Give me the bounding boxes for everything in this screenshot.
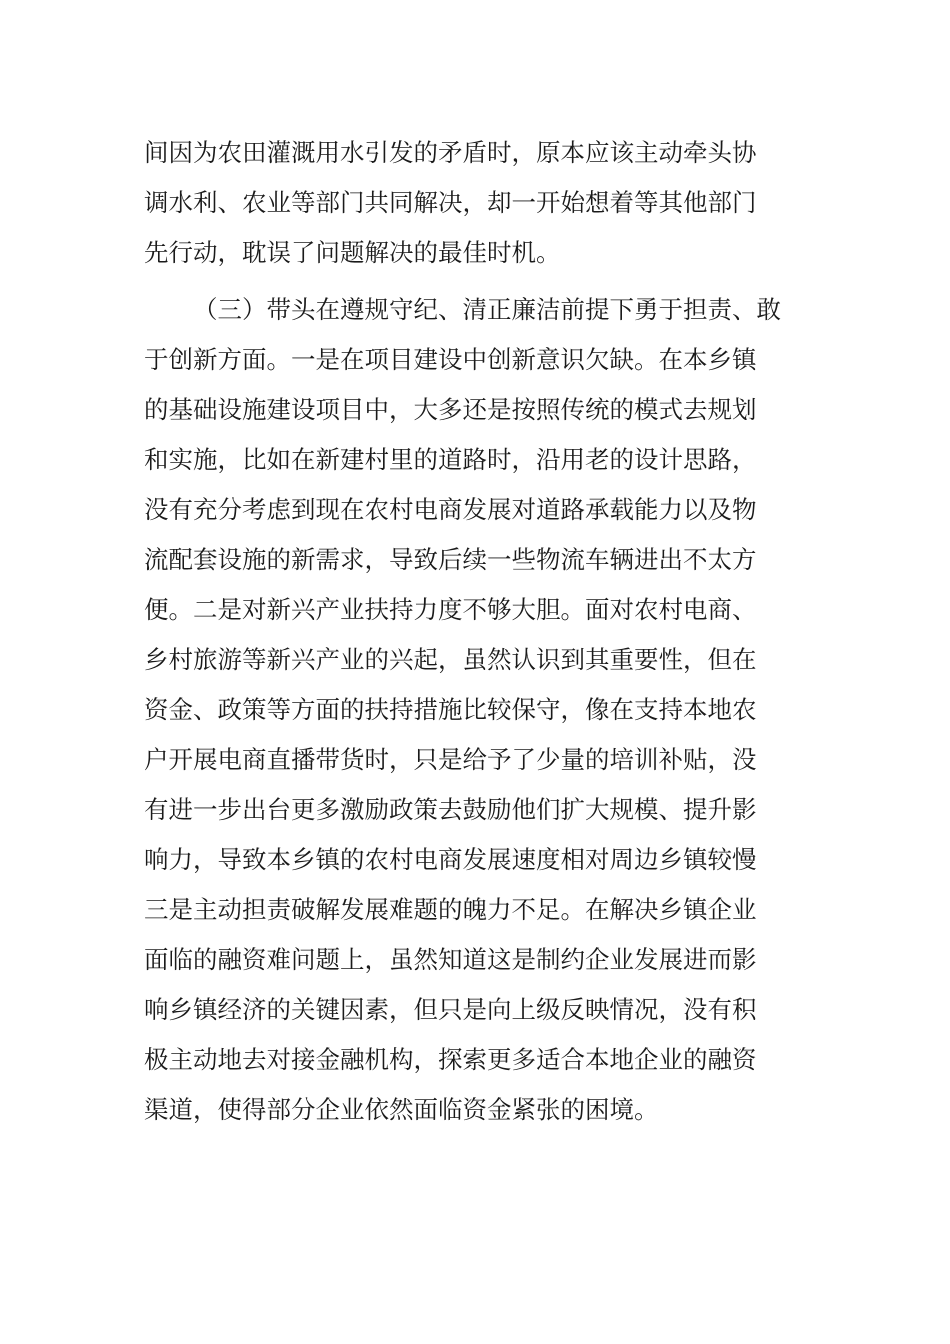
text-line: 没有充分考虑到现在农村电商发展对道路承载能力以及物 [144,495,757,524]
text-line: 响力，导致本乡镇的农村电商发展速度相对周边乡镇较慢 [144,845,757,874]
text-line: 户开展电商直播带货时，只是给予了少量的培训补贴，没 [144,745,757,774]
text-line: 间因为农田灌溉用水引发的矛盾时，原本应该主动牵头协 [144,138,757,167]
paragraph-section-three [144,285,816,1135]
text-line: 渠道，使得部分企业依然面临资金紧张的困境。 [144,1095,659,1124]
text-line: 便。二是对新兴产业扶持力度不够大胆。面对农村电商、 [144,595,757,624]
text-line: 响乡镇经济的关键因素，但只是向上级反映情况，没有积 [144,995,757,1024]
text-line: 的基础设施建设项目中，大多还是按照传统的模式去规划 [144,395,757,424]
text-line: 先行动，耽误了问题解决的最佳时机。 [144,238,561,267]
section-heading-line: （三）带头在遵规守纪、清正廉洁前提下勇于担责、敢 [193,295,781,324]
text-line: 资金、政策等方面的扶持措施比较保守，像在支持本地农 [144,695,757,724]
text-line: 调水利、农业等部门共同解决，却一开始想着等其他部门 [144,188,757,217]
text-line: 和实施，比如在新建村里的道路时，沿用老的设计思路， [144,445,757,474]
text-line: 乡村旅游等新兴产业的兴起，虽然认识到其重要性，但在 [144,645,757,674]
text-line: 三是主动担责破解发展难题的魄力不足。在解决乡镇企业 [144,895,757,924]
text-line: 有进一步出台更多激励政策去鼓励他们扩大规模、提升影 [144,795,757,824]
text-line: 面临的融资难问题上，虽然知道这是制约企业发展进而影 [144,945,757,974]
paragraph-continuation [144,128,816,278]
text-line: 流配套设施的新需求，导致后续一些物流车辆进出不太方 [144,545,757,574]
text-line: 于创新方面。一是在项目建设中创新意识欠缺。在本乡镇 [144,345,757,374]
text-line: 极主动地去对接金融机构，探索更多适合本地企业的融资 [144,1045,757,1074]
